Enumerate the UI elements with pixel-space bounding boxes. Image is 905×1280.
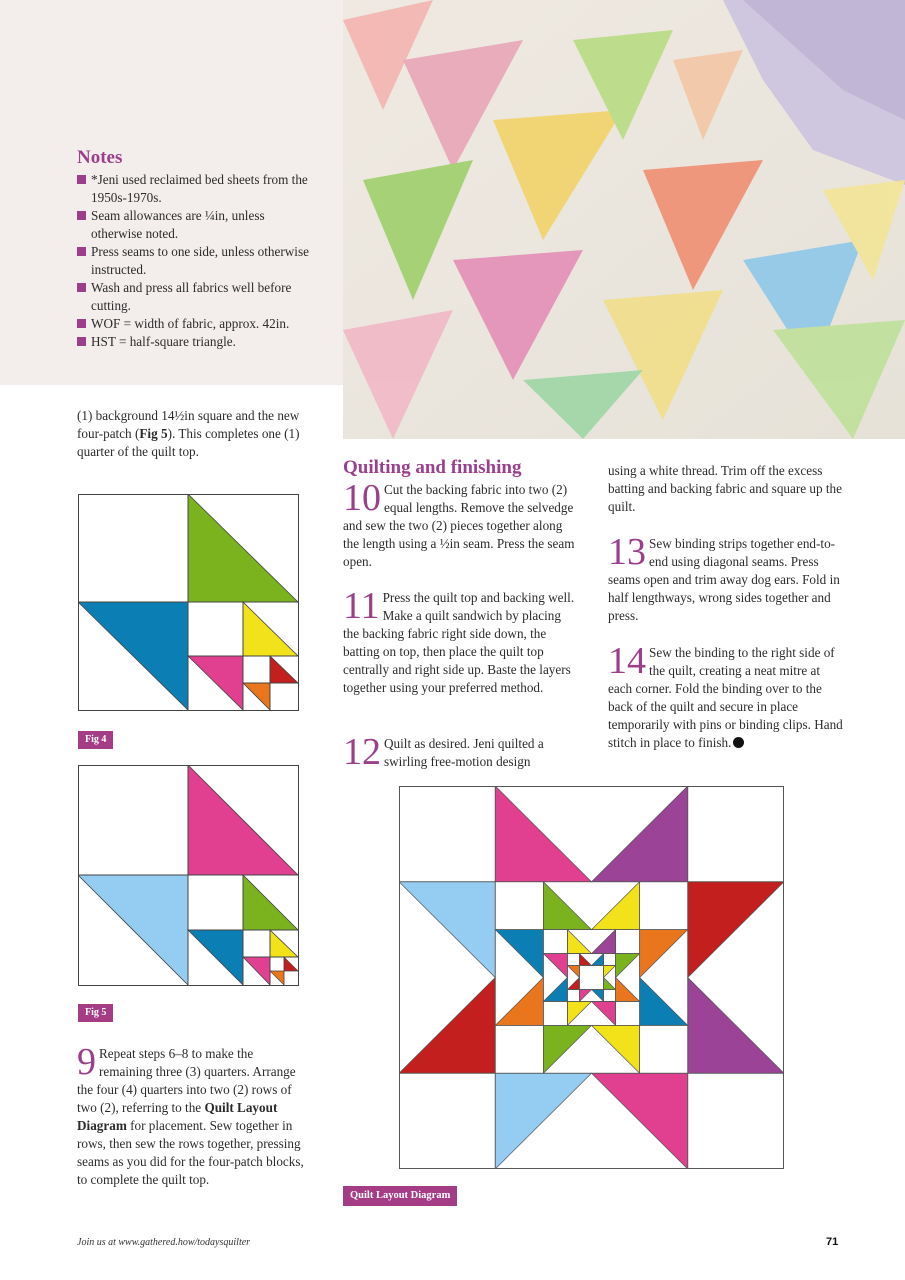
step-10: 10 Cut the backing fabric into two (2) equal lengths. Remove the selvedge and sew the two (2) pieces together along the length using a ½in seam. Press the seam open. [343, 477, 575, 569]
step-11: 11 Press the quilt top and backing well. Make a quilt sandwich by placing the backing fabric right side down, the batting on top, then place the quilt top centrally and right side up. Baste the layers together using your preferred method. [343, 585, 575, 695]
step-14: 14 Sew the binding to the right side of the quilt, creating a neat mitre at each corner. Fold the binding over to the back of the quilt and secure in place temporarily with pins or binding clips. Hand stitch in place to finish. [608, 640, 843, 750]
step-number: 12 [343, 731, 381, 773]
step-number: 13 [608, 531, 646, 573]
page-number: 71 [826, 1236, 839, 1248]
step-number: 9 [77, 1041, 96, 1083]
quilt-photo [343, 0, 905, 439]
section-title: Quilting and finishing [343, 457, 522, 478]
fig5-label: Fig 5 [78, 1004, 113, 1022]
notes-panel [0, 0, 343, 385]
intro-text: (1) background 14½in square and the new four-patch (Fig 5). This completes one (1) quarter of the quilt top. [77, 408, 300, 459]
notes-item: WOF = width of fabric, approx. 42in. [77, 315, 312, 333]
notes-item: Press seams to one side, unless otherwise instructed. [77, 243, 312, 279]
quilt-layout-diagram [399, 786, 784, 1169]
step-12: 12 Quilt as desired. Jeni quilted a swirling free-motion design [343, 731, 544, 773]
notes-item: *Jeni used reclaimed bed sheets from the 1950s-1970s. [77, 171, 312, 207]
step-number: 10 [343, 477, 381, 519]
step-9: 9 Repeat steps 6–8 to make the remaining three (3) quarters. Arrange the four (4) quarters into two (2) rows of two (2), referring to the Quilt Layout Diagram for placement. Sew together in rows, then sew the rows together, pressing seams as you did for the four-patch blocks, to complete the quilt top. [77, 1041, 304, 1187]
notes-item: Wash and press all fabrics well before cutting. [77, 279, 312, 315]
notes-item: Seam allowances are ¼in, unless otherwise noted. [77, 207, 312, 243]
notes-list [77, 171, 312, 351]
notes-title: Notes [77, 147, 123, 168]
notes-item: HST = half-square triangle. [77, 333, 312, 351]
layout-diagram-label: Quilt Layout Diagram [343, 1186, 457, 1206]
footer-link[interactable]: Join us at www.gathered.how/todaysquilter [77, 1237, 251, 1248]
step-number: 14 [608, 640, 646, 682]
step-13: 13 Sew binding strips together end-to-end using diagonal seams. Press seams open and trim away dog ears. Fold in half lengthways, wrong sides together and press. [608, 531, 840, 623]
fig4-label: Fig 4 [78, 731, 113, 749]
fig4-block-diagram [78, 494, 299, 711]
end-mark-icon [733, 737, 744, 748]
step-number: 11 [343, 585, 380, 627]
step-12-continued: using a white thread. Trim off the excess batting and backing fabric and square up the quilt. [608, 463, 842, 514]
fig5-block-diagram [78, 765, 299, 986]
